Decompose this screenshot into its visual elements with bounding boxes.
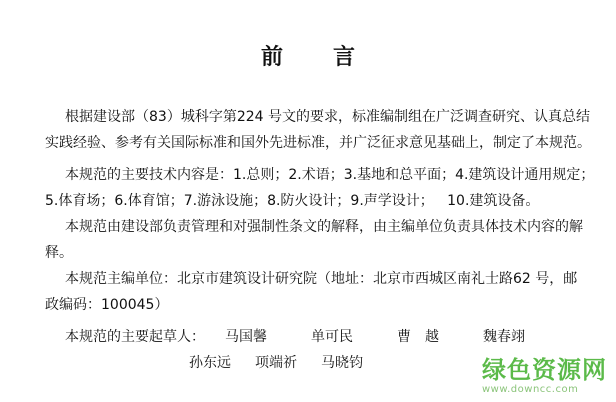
paragraph-contents (45, 162, 595, 214)
paragraph-line: 5.体育场；6.体育馆；7.游泳设施；8.防火设计；9.声学设计； 10.建筑设备。 (45, 193, 540, 209)
drafters-label: 本规范的主要起草人： (65, 329, 205, 345)
paragraph-line: 本规范由建设部负责管理和对强制性条文的解释，由主编单位负责具体技术内容的解 (65, 219, 583, 235)
drafter-name: 马晓钧 (321, 355, 363, 371)
title-char-1: 前 (260, 45, 283, 70)
drafter-name: 曹 越 (397, 329, 439, 345)
watermark-logo-text: 绿色资源网 (482, 356, 607, 384)
page-title (0, 44, 616, 72)
paragraph-background (45, 104, 591, 156)
paragraph-chief-editor (45, 266, 585, 318)
drafter-name: 单可民 (311, 329, 353, 345)
drafter-name: 孙东远 (189, 355, 231, 371)
drafter-name: 项端祈 (255, 355, 297, 371)
paragraph-line: 根据建设部（83）城科字第224 号文的要求，标准编制组在广泛调查研究、认真总结 (65, 109, 590, 125)
paragraph-line: 政编码：100045） (45, 297, 169, 313)
paragraph-line: 释。 (45, 245, 73, 261)
paragraph-management (45, 214, 585, 266)
paragraph-line: 本规范主编单位：北京市建筑设计研究院（地址：北京市西城区南礼士路62 号，邮 (65, 271, 578, 287)
drafter-name: 马国馨 (225, 329, 267, 345)
title-char-2: 言 (333, 45, 356, 70)
paragraph-line: 实践经验、参考有关国际标准和国外先进标准，并广泛征求意见基础上，制定了本规范。 (45, 135, 591, 151)
drafters-row-1 (45, 324, 585, 350)
watermark-url: www.downcc.com (482, 384, 579, 395)
paragraph-line: 本规范的主要技术内容是：1.总则；2.术语；3.基地和总平面；4.建筑设计通用规定； (65, 167, 595, 183)
drafter-name: 魏春翊 (483, 329, 525, 345)
site-watermark (482, 356, 608, 396)
